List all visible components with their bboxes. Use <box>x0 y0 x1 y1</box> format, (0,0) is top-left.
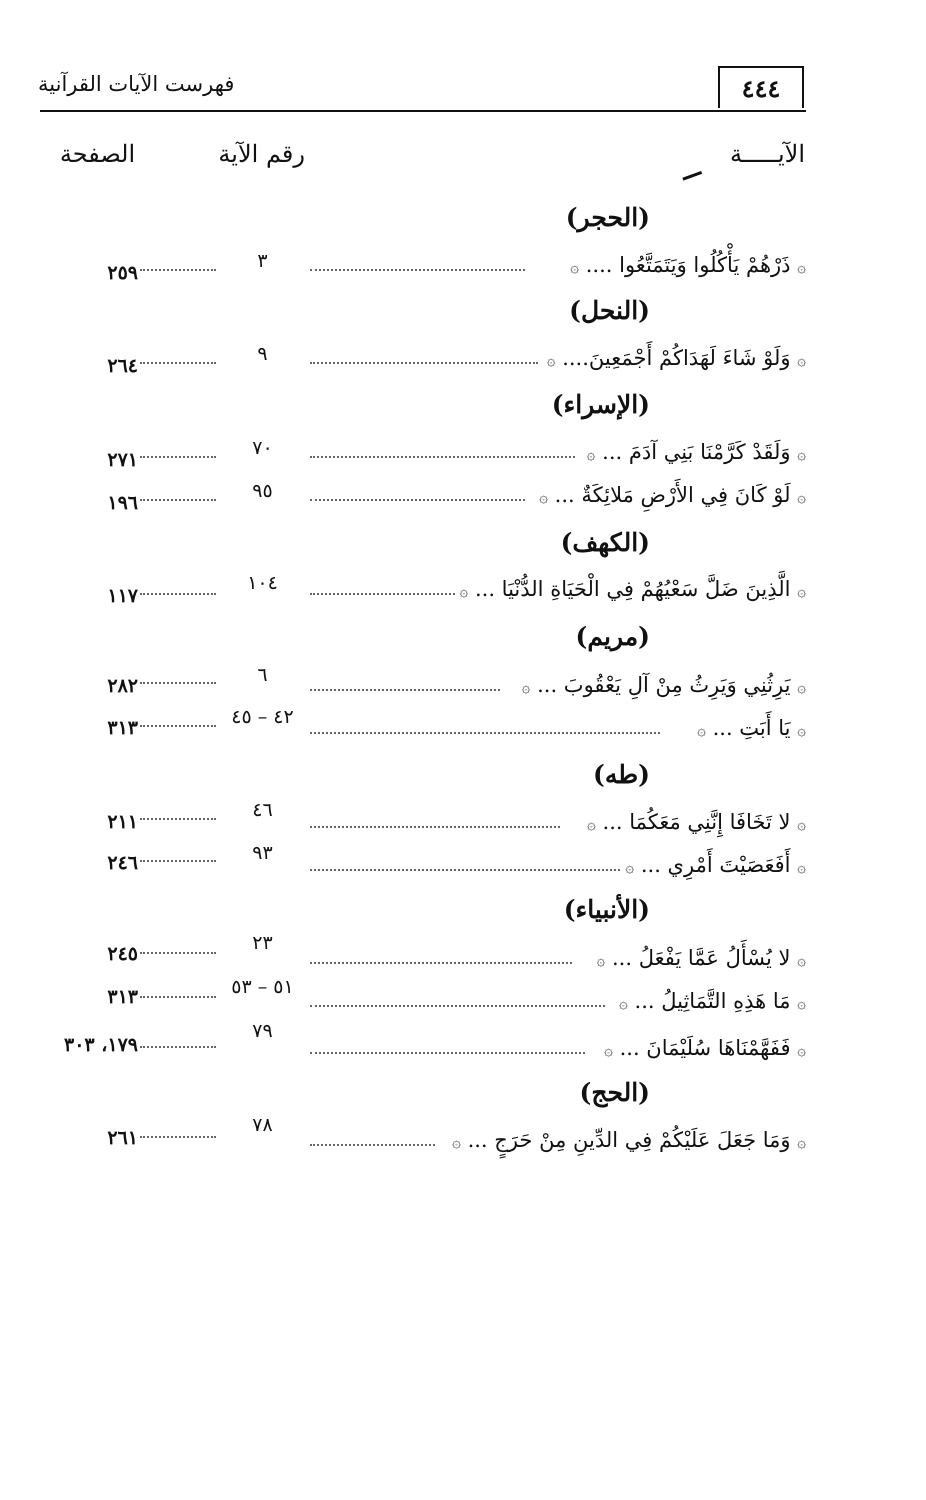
ayah-number: ٩٣ <box>252 842 273 864</box>
surah-heading: (طه) <box>593 760 650 789</box>
leader-dots <box>140 499 216 501</box>
ayah-entry-text <box>619 989 806 1013</box>
heading-swash <box>682 171 705 190</box>
ayah-text: وَلَقَدْ كَرَّمْنَا بَنِي آدَمَ ... <box>602 440 791 464</box>
ornament-close-icon: ۞ <box>604 1041 613 1059</box>
leader-dots <box>140 593 216 595</box>
ayah-entry-text <box>697 716 806 740</box>
leader-dots <box>310 362 538 364</box>
leader-dots <box>310 826 560 828</box>
ayah-entry-text <box>570 253 806 277</box>
leader-dots <box>140 682 216 684</box>
ornament-close-icon: ۞ <box>596 951 606 969</box>
leader-dots <box>140 1136 216 1138</box>
surah-heading: (الكهف) <box>560 528 650 557</box>
ornament-open-icon: ۞ <box>797 351 806 369</box>
surah-heading: (الحجر) <box>565 203 650 232</box>
ornament-close-icon: ۞ <box>539 488 548 506</box>
leader-dots <box>310 1144 435 1146</box>
ornament-open-icon: ۞ <box>797 488 806 506</box>
ornament-close-icon: ۞ <box>586 445 596 463</box>
ayah-number: ٧٩ <box>252 1020 273 1042</box>
ayah-entry-text <box>587 440 806 464</box>
page-reference: ١٩٦ <box>107 492 138 514</box>
leader-dots <box>140 818 216 820</box>
page-reference: ٢٦٤ <box>107 355 138 377</box>
ayah-entry-text <box>539 483 806 507</box>
ornament-close-icon: ۞ <box>459 582 469 600</box>
page-reference: ٢٤٥ <box>107 943 138 965</box>
ornament-open-icon: ۞ <box>797 951 806 969</box>
ornament-open-icon: ۞ <box>797 1133 806 1151</box>
page-number <box>718 66 804 108</box>
ayah-text: وَلَوْ شَاءَ لَهَدَاكُمْ أَجْمَعِينَ.... <box>562 346 791 370</box>
ayah-number: ٤٢ – ٤٥ <box>231 706 294 728</box>
leader-dots <box>310 269 525 271</box>
ornament-close-icon: ۞ <box>697 721 706 739</box>
ayah-number: ٩ <box>257 343 268 365</box>
leader-dots <box>310 962 572 964</box>
ornament-close-icon: ۞ <box>570 258 580 276</box>
leader-dots <box>310 499 525 501</box>
ayah-entry-text <box>460 577 807 601</box>
ayah-number: ١٠٤ <box>247 572 278 594</box>
surah-heading: (الحج) <box>579 1078 650 1107</box>
leader-dots <box>140 362 216 364</box>
ayah-entry-text <box>547 346 806 370</box>
header-rule <box>40 110 806 112</box>
page-reference: ٣١٣ <box>107 986 138 1008</box>
ornament-open-icon: ۞ <box>797 858 806 876</box>
page-reference: ٢٥٩ <box>107 262 138 284</box>
ayah-number: ٢٣ <box>252 932 273 954</box>
ornament-close-icon: ۞ <box>452 1133 461 1151</box>
leader-dots <box>140 996 216 998</box>
ayah-text: لا يُسْأَلُ عَمَّا يَفْعَلُ ... <box>612 946 791 970</box>
ayah-text: أَفَعَصَيْتَ أَمْرِي ... <box>640 853 791 877</box>
leader-dots <box>140 860 216 862</box>
ayah-text: وَمَا جَعَلَ عَلَيْكُمْ فِي الدِّينِ مِنْ حَرَجٍ ... <box>467 1128 791 1152</box>
ayah-text: يَا أَبَتِ ... <box>712 716 791 740</box>
ayah-entry-text <box>604 1036 806 1060</box>
leader-dots <box>140 269 216 271</box>
page-reference: ٢١١ <box>107 811 138 833</box>
ayah-text: الَّذِينَ ضَلَّ سَعْيُهُمْ فِي الْحَيَاةِ الدُّنْيَا ... <box>474 577 791 601</box>
ayah-text: مَا هَذِهِ التَّمَاثِيلُ ... <box>634 989 791 1013</box>
ayah-number: ٤٦ <box>252 799 273 821</box>
ayah-number: ٧٠ <box>252 437 273 459</box>
page-reference: ١٧٩، ٣٠٣ <box>64 1034 138 1056</box>
running-title: فهرست الآيات القرآنية <box>38 72 235 96</box>
surah-heading: (الأنبياء) <box>563 895 650 924</box>
leader-dots <box>310 1005 605 1007</box>
column-heading-ayah: الآيـــــة <box>729 140 805 168</box>
ornament-close-icon: ۞ <box>521 678 531 696</box>
ornament-open-icon: ۞ <box>797 582 806 600</box>
leader-dots <box>310 593 455 595</box>
ayah-number: ٧٨ <box>252 1114 273 1136</box>
page-reference: ٢٨٢ <box>107 675 138 697</box>
ayah-entry-text <box>587 810 806 834</box>
surah-heading: (مريم) <box>575 622 650 651</box>
ayah-text: يَرِثُنِي وَيَرِثُ مِنْ آلِ يَعْقُوبَ ... <box>537 673 791 697</box>
page-reference: ٢٦١ <box>107 1127 138 1149</box>
ornament-close-icon: ۞ <box>619 994 628 1012</box>
leader-dots <box>310 732 660 734</box>
ayah-entry-text <box>625 853 806 877</box>
ornament-open-icon: ۞ <box>797 994 806 1012</box>
ayah-text: لَوْ كَانَ فِي الأَرْضِ مَلائِكَةٌ ... <box>554 483 791 507</box>
ayah-number: ٥١ – ٥٣ <box>231 976 294 998</box>
page-reference: ٣١٣ <box>107 717 138 739</box>
leader-dots <box>140 952 216 954</box>
ayah-text: ذَرْهُمْ يَأْكُلُوا وَيَتَمَتَّعُوا .... <box>585 253 791 277</box>
ayah-text: فَفَهَّمْنَاهَا سُلَيْمَانَ ... <box>619 1036 791 1060</box>
ornament-close-icon: ۞ <box>587 815 596 833</box>
page-number-text: ٤٤٤ <box>741 73 781 103</box>
ayah-entry-text <box>452 1128 806 1152</box>
ornament-close-icon: ۞ <box>546 351 556 369</box>
page-reference: ١١٧ <box>107 585 138 607</box>
ornament-open-icon: ۞ <box>797 445 806 463</box>
page-reference: ٢٤٦ <box>107 852 138 874</box>
ayah-number: ٦ <box>257 664 268 686</box>
ayah-entry-text <box>597 946 806 970</box>
ornament-open-icon: ۞ <box>797 258 806 276</box>
ornament-open-icon: ۞ <box>797 678 806 696</box>
leader-dots <box>140 725 216 727</box>
column-heading-ayah-number: رقم الآية <box>218 140 305 168</box>
ayah-entry-text <box>522 673 806 697</box>
ayah-text: لا تَخَافَا إِنَّنِي مَعَكُمَا ... <box>602 810 791 834</box>
leader-dots <box>310 869 620 871</box>
ornament-open-icon: ۞ <box>797 721 806 739</box>
ayah-number: ٣ <box>257 250 268 272</box>
column-heading-page: الصفحة <box>59 140 136 168</box>
ornament-open-icon: ۞ <box>797 815 806 833</box>
leader-dots <box>140 456 216 458</box>
ornament-close-icon: ۞ <box>625 858 635 876</box>
surah-heading: (النحل) <box>569 296 650 325</box>
ayah-number: ٩٥ <box>252 480 273 502</box>
page-reference: ٢٧١ <box>107 449 138 471</box>
leader-dots <box>310 1052 585 1054</box>
surah-heading: (الإسراء) <box>551 390 650 419</box>
leader-dots <box>310 689 500 691</box>
leader-dots <box>140 1046 216 1048</box>
leader-dots <box>310 456 575 458</box>
ornament-open-icon: ۞ <box>797 1041 806 1059</box>
